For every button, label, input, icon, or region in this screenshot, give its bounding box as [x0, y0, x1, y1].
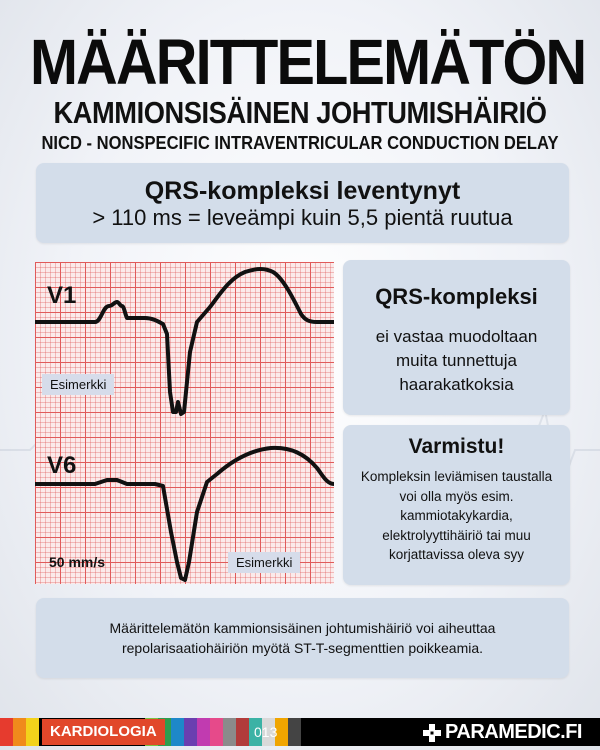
verify-heading: Varmistu! — [408, 435, 505, 458]
paramedic-star-icon — [423, 724, 441, 742]
color-strip-segment — [171, 718, 184, 746]
example-tag-v6: Esimerkki — [228, 552, 300, 573]
example-tag-v1: Esimerkki — [42, 374, 114, 395]
qrs-morphology-card — [343, 260, 570, 415]
color-strip-segment — [223, 718, 236, 746]
verify-text: Kompleksin leviämisen taustalla voi olla myös esim. kammiotakykardia, elektrolyyttihäiriö tai muu korjattavissa oleva syy — [360, 469, 553, 562]
color-strip-segment — [210, 718, 223, 746]
color-strip-segment — [0, 718, 13, 746]
verify-card — [343, 425, 570, 585]
ecg-waveforms — [35, 262, 334, 584]
category-badge: KARDIOLOGIA — [42, 719, 165, 745]
color-strip-segment — [236, 718, 249, 746]
page-title: MÄÄRITTELEMÄTÖN — [30, 26, 586, 98]
qrs-morphology-heading: QRS-kompleksi — [375, 284, 538, 309]
bottom-note-text: Määrittelemätön kammionsisäinen johtumishäiriö voi aiheuttaa repolarisaatiohäiriön myötä ST-T-segmenttien poikkeamia. — [109, 620, 496, 656]
lead-label-v1: V1 — [47, 282, 77, 309]
color-strip-segment — [13, 718, 26, 746]
brand-logo[interactable] — [423, 721, 582, 744]
brand-name: PARAMEDIC.FI — [445, 721, 582, 743]
color-strip-segment — [26, 718, 39, 746]
qrs-morphology-text: ei vastaa muodoltaan muita tunnettuja haarakatkoksia — [375, 327, 538, 394]
footer-bar — [0, 718, 600, 746]
color-strip-segment — [197, 718, 210, 746]
color-strip-segment — [288, 718, 301, 746]
qrs-widened-box — [36, 163, 569, 243]
paper-speed-label: 50 mm/s — [49, 554, 106, 570]
lead-label-v6: V6 — [47, 452, 77, 479]
page-subtitle-english: NICD - NONSPECIFIC INTRAVENTRICULAR CONDUCTION DELAY — [41, 133, 559, 153]
bottom-note-card — [36, 598, 569, 678]
ecg-strip — [35, 262, 334, 584]
page-number: 013 — [254, 724, 278, 740]
qrs-widened-text: > 110 ms = leveämpi kuin 5,5 pientä ruutua — [92, 205, 513, 230]
page-subtitle: KAMMIONSISÄINEN JOHTUMISHÄIRIÖ — [53, 95, 547, 130]
color-strip-segment — [184, 718, 197, 746]
qrs-widened-heading: QRS-kompleksi leventynyt — [144, 177, 461, 205]
